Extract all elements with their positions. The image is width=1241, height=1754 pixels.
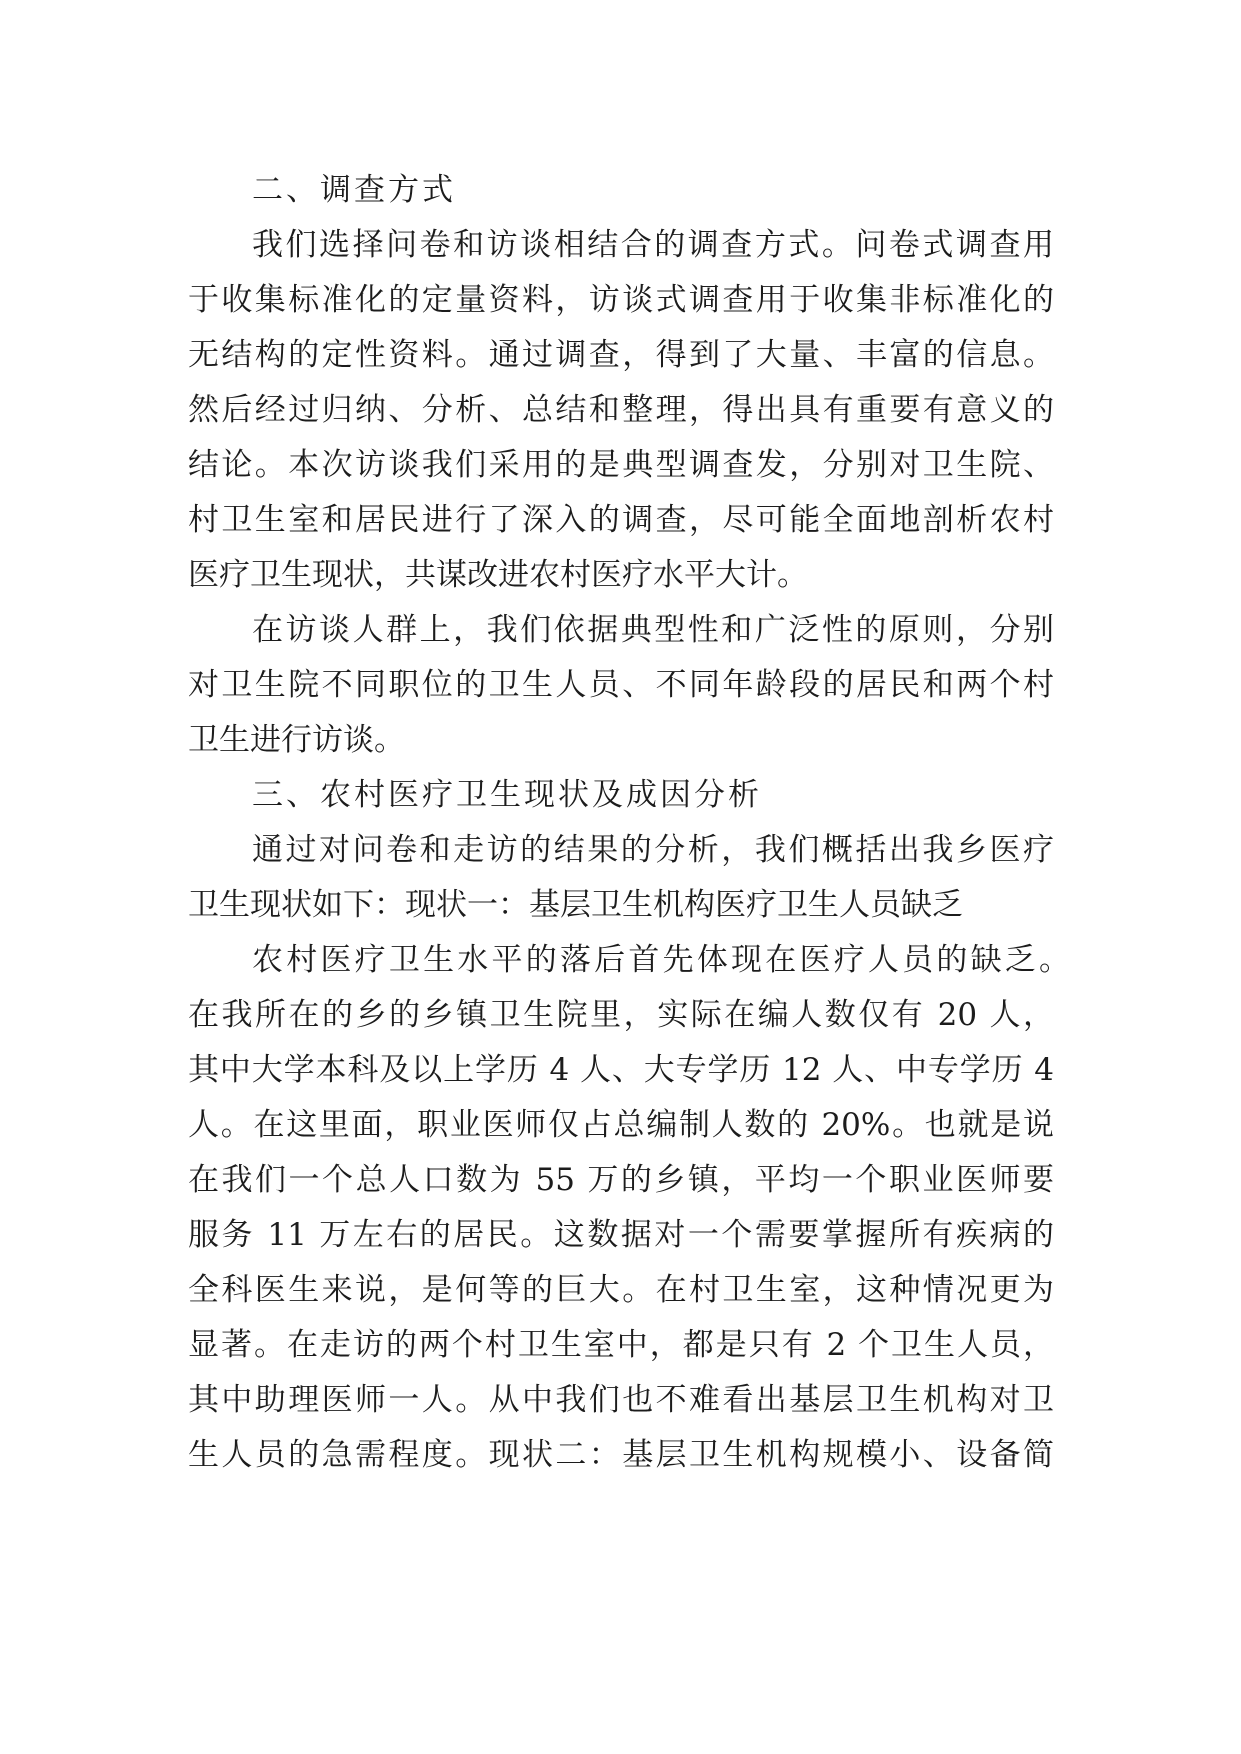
line-text: 于收集标准化的定量资料，访谈式调查用于收集非标准化的 (188, 282, 1054, 318)
line-text: 二、调查方式 (252, 172, 456, 208)
line-text: 无结构的定性资料。通过调查，得到了大量、丰富的信息。 (188, 337, 1054, 373)
paragraph-line (0, 714, 1241, 766)
line-text: 然后经过归纳、分析、总结和整理，得出具有重要有意义的 (188, 392, 1054, 428)
line-text: 全科医生来说，是何等的巨大。在村卫生室，这种情况更为 (188, 1272, 1054, 1308)
line-text: 卫生现状如下：现状一：基层卫生机构医疗卫生人员缺乏 (188, 887, 963, 923)
line-text: 医疗卫生现状，共谋改进农村医疗水平大计。 (188, 557, 808, 593)
paragraph-line (0, 274, 1241, 326)
line-text: 在我所在的乡的乡镇卫生院里，实际在编人数仅有 20 人， (188, 997, 1054, 1033)
paragraph-line (0, 1099, 1241, 1151)
paragraph-line (0, 1154, 1241, 1206)
line-text: 对卫生院不同职位的卫生人员、不同年龄段的居民和两个村 (188, 667, 1054, 703)
paragraph-line (0, 659, 1241, 711)
line-text: 村卫生室和居民进行了深入的调查，尽可能全面地剖析农村 (188, 502, 1054, 538)
line-text: 其中大学本科及以上学历 4 人、大专学历 12 人、中专学历 4 (188, 1052, 1054, 1088)
paragraph-line (0, 329, 1241, 381)
line-text: 结论。本次访谈我们采用的是典型调查发，分别对卫生院、 (188, 447, 1054, 483)
line-text: 人。在这里面，职业医师仅占总编制人数的 20%。也就是说 (188, 1107, 1054, 1143)
section-heading-status-analysis (0, 769, 1241, 821)
line-text: 显著。在走访的两个村卫生室中，都是只有 2 个卫生人员， (188, 1327, 1054, 1363)
paragraph-line (0, 1319, 1241, 1371)
line-text: 生人员的急需程度。现状二：基层卫生机构规模小、设备简 (188, 1437, 1054, 1473)
paragraph-line (0, 494, 1241, 546)
paragraph-line (0, 879, 1241, 931)
paragraph-line (0, 934, 1241, 986)
paragraph-line (0, 384, 1241, 436)
paragraph-line (0, 1374, 1241, 1426)
paragraph-line (0, 1044, 1241, 1096)
paragraph-line (0, 824, 1241, 876)
line-text: 在访谈人群上，我们依据典型性和广泛性的原则，分别 (252, 612, 1054, 648)
line-text: 在我们一个总人口数为 55 万的乡镇，平均一个职业医师要 (188, 1162, 1054, 1198)
paragraph-line (0, 439, 1241, 491)
paragraph-line (0, 549, 1241, 601)
line-text: 农村医疗卫生水平的落后首先体现在医疗人员的缺乏。 (252, 942, 1070, 978)
paragraph-line (0, 1429, 1241, 1481)
line-text: 三、农村医疗卫生现状及成因分析 (252, 777, 762, 813)
line-text: 其中助理医师一人。从中我们也不难看出基层卫生机构对卫 (188, 1382, 1054, 1418)
line-text: 通过对问卷和走访的结果的分析，我们概括出我乡医疗 (252, 832, 1054, 868)
paragraph-line (0, 604, 1241, 656)
section-heading-survey-method (0, 164, 1241, 216)
line-text: 我们选择问卷和访谈相结合的调查方式。问卷式调查用 (252, 227, 1054, 263)
paragraph-line (0, 219, 1241, 271)
paragraph-line (0, 1209, 1241, 1261)
paragraph-line (0, 1264, 1241, 1316)
line-text: 卫生进行访谈。 (188, 722, 405, 758)
paragraph-line (0, 989, 1241, 1041)
line-text: 服务 11 万左右的居民。这数据对一个需要掌握所有疾病的 (188, 1217, 1054, 1253)
